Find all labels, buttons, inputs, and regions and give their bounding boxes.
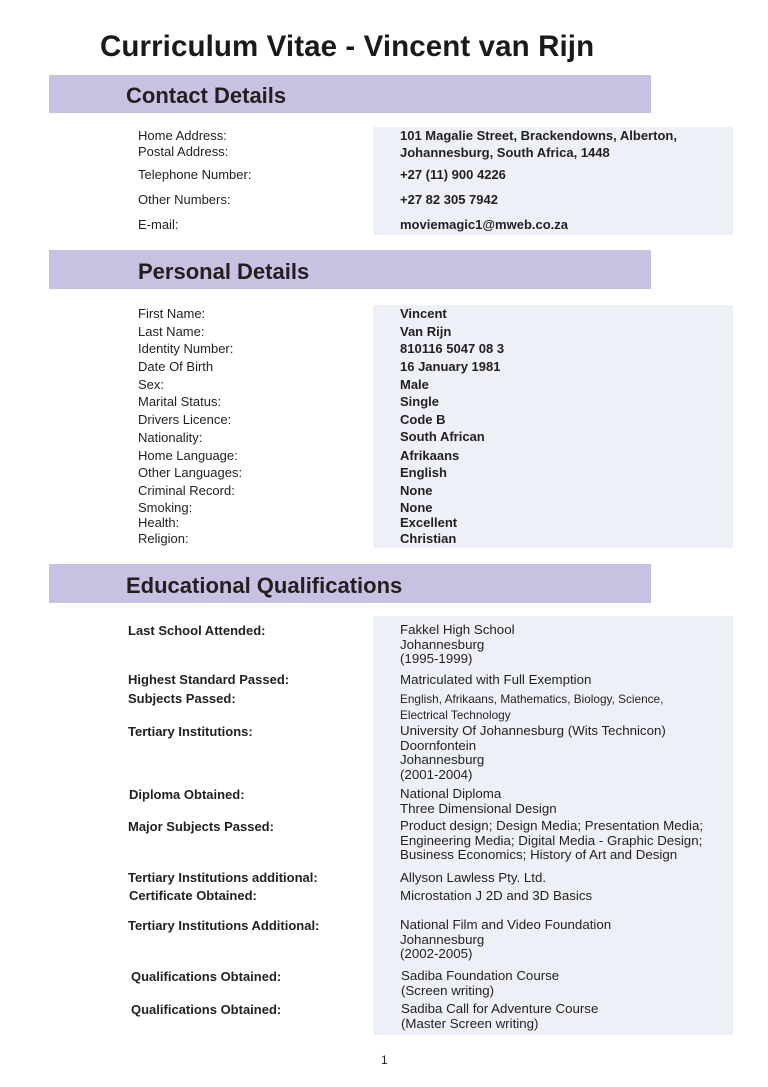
qualifications-obtained-label: Qualifications Obtained: — [131, 969, 282, 984]
sex-label: Sex: — [138, 377, 165, 392]
home-language-label: Home Language: — [138, 448, 238, 463]
first-name-value: Vincent — [400, 306, 447, 321]
marital-status-value: Single — [400, 394, 440, 409]
subjects-passed-label: Subjects Passed: — [128, 691, 236, 706]
personal-section-header — [49, 250, 651, 289]
date-of-birth-value: 16 January 1981 — [400, 359, 501, 374]
religion-label: Religion: — [138, 531, 189, 546]
health-label: Health: — [138, 515, 180, 530]
document-title: Curriculum Vitae - Vincent van Rijn — [100, 30, 595, 63]
identity-number-label: Identity Number: — [138, 341, 234, 356]
highest-standard-label: Highest Standard Passed: — [128, 672, 290, 687]
religion-value: Christian — [400, 531, 457, 546]
nationality-label: Nationality: — [138, 430, 203, 445]
sex-value: Male — [400, 377, 429, 392]
last-name-value: Van Rijn — [400, 324, 452, 339]
date-of-birth-label: Date Of Birth — [138, 359, 214, 374]
qualifications-obtained-2-label: Qualifications Obtained: — [131, 1002, 282, 1017]
contact-section-header — [49, 75, 651, 113]
major-subjects-value: Product design; Design Media; Presentation Media; Engineering Media; Digital Media - Graphic Design; Business Economics; History of Art and Design — [400, 818, 704, 862]
qualifications-obtained-2-value: Sadiba Call for Adventure Course (Master Screen writing) — [401, 1001, 599, 1031]
other-languages-label: Other Languages: — [138, 465, 243, 480]
subjects-passed-value: English, Afrikaans, Mathematics, Biology, Science, Electrical Technology — [400, 692, 664, 722]
major-subjects-label: Major Subjects Passed: — [128, 819, 274, 834]
nationality-value: South African — [400, 429, 485, 444]
other-numbers-value: +27 82 305 7942 — [400, 192, 498, 207]
home-language-value: Afrikaans — [400, 448, 460, 463]
last-school-value: Fakkel High School Johannesburg (1995-1999) — [400, 622, 515, 666]
tertiary-additional-2-value: National Film and Video Foundation Johannesburg (2002-2005) — [400, 917, 612, 961]
tertiary-additional-value: Allyson Lawless Pty. Ltd. — [400, 870, 547, 885]
email-value[interactable]: moviemagic1@mweb.co.za — [400, 217, 569, 232]
education-heading: Educational Qualifications — [126, 573, 403, 598]
last-name-label: Last Name: — [138, 324, 205, 339]
contact-heading: Contact Details — [126, 83, 287, 108]
telephone-label: Telephone Number: — [138, 167, 252, 182]
identity-number-value: 810116 5047 08 3 — [400, 341, 505, 356]
tertiary-institutions-value: University Of Johannesburg (Wits Technicon) Doornfontein Johannesburg (2001-2004) — [400, 723, 666, 782]
criminal-record-value: None — [400, 483, 433, 498]
other-languages-value: English — [400, 465, 447, 480]
page-number: 1 — [381, 1053, 388, 1067]
drivers-licence-value: Code B — [400, 412, 446, 427]
health-value: Excellent — [400, 515, 458, 530]
tertiary-institutions-label: Tertiary Institutions: — [128, 724, 253, 739]
certificate-obtained-value: Microstation J 2D and 3D Basics — [400, 888, 593, 903]
certificate-obtained-label: Certificate Obtained: — [129, 888, 257, 903]
postal-address-label: Postal Address: — [138, 144, 229, 159]
home-address-label: Home Address: — [138, 128, 227, 143]
tertiary-additional-2-label: Tertiary Institutions Additional: — [128, 918, 320, 933]
first-name-label: First Name: — [138, 306, 206, 321]
diploma-obtained-label: Diploma Obtained: — [129, 787, 245, 802]
telephone-value: +27 (11) 900 4226 — [400, 167, 506, 182]
marital-status-label: Marital Status: — [138, 394, 222, 409]
home-address-value: 101 Magalie Street, Brackendowns, Alberton, — [400, 128, 677, 143]
diploma-obtained-value: National Diploma Three Dimensional Design — [400, 786, 557, 816]
other-numbers-label: Other Numbers: — [138, 192, 231, 207]
email-label: E-mail: — [138, 217, 179, 232]
postal-address-value: Johannesburg, South Africa, 1448 — [400, 145, 610, 160]
drivers-licence-label: Drivers Licence: — [138, 412, 232, 427]
personal-heading: Personal Details — [138, 259, 310, 284]
qualifications-obtained-value: Sadiba Foundation Course (Screen writing) — [401, 968, 560, 998]
smoking-label: Smoking: — [138, 500, 193, 515]
criminal-record-label: Criminal Record: — [138, 483, 235, 498]
smoking-value: None — [400, 500, 433, 515]
highest-standard-value: Matriculated with Full Exemption — [400, 672, 592, 687]
education-section-header — [49, 564, 651, 603]
tertiary-additional-label: Tertiary Institutions additional: — [128, 870, 318, 885]
last-school-label: Last School Attended: — [128, 623, 266, 638]
